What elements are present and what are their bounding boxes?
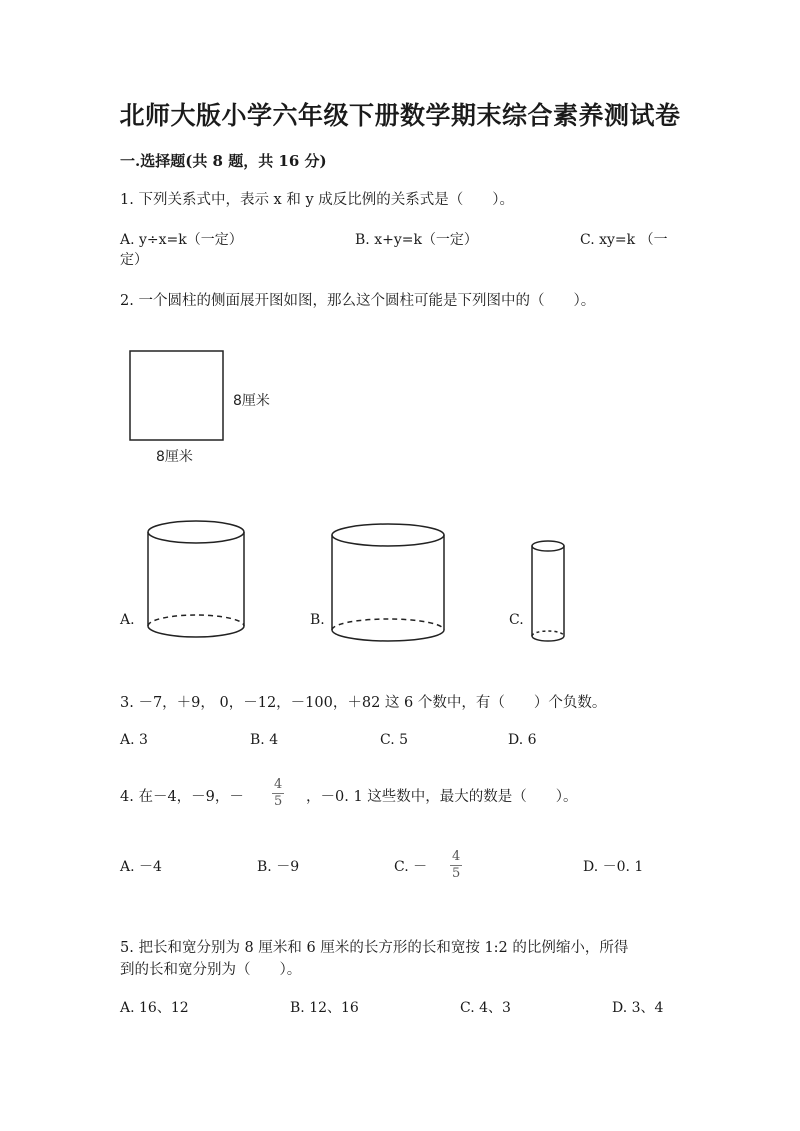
cylinder-b (332, 524, 444, 641)
question-4-stem-start: 4. 在－4，－9，－ (120, 789, 244, 805)
question-4-stem-end: ，－0. 1 这些数中，最大的数是（ ）。 (306, 789, 578, 805)
question-5-option-b: B. 12、16 (290, 1000, 359, 1016)
question-3-stem: 3. －7，＋9， 0，－12，－100，＋82 这 6 个数中，有（ ）个负数。 (120, 695, 607, 711)
fraction-numerator: 4 (450, 850, 462, 866)
question-1-option-c: C. xy=k （一 (580, 232, 668, 248)
question-4-option-c: C. － (394, 859, 428, 875)
fraction-numerator: 4 (272, 778, 284, 794)
square-bottom-label: 8厘米 (156, 449, 193, 465)
question-2-stem: 2. 一个圆柱的侧面展开图如图，那么这个圆柱可能是下列图中的（ ）。 (120, 293, 596, 309)
section-heading: 一.选择题(共 8 题，共 16 分) (120, 152, 327, 170)
question-3-option-b: B. 4 (250, 732, 279, 748)
question-1-option-c-wrap: 定） (120, 252, 148, 268)
cylinder-c (532, 541, 564, 641)
square-side-label: 8厘米 (233, 393, 270, 409)
question-5-stem-line2: 到的长和宽分别为（ ）。 (120, 962, 302, 978)
fraction-denominator: 5 (452, 866, 461, 882)
question-3-option-a: A. 3 (120, 732, 148, 748)
fraction-denominator: 5 (274, 794, 283, 810)
unfolded-square (130, 351, 223, 440)
question-5-option-d: D. 3、4 (612, 1000, 664, 1016)
question-5-stem-line1: 5. 把长和宽分别为 8 厘米和 6 厘米的长方形的长和宽按 1:2 的比例缩小，所得 (120, 940, 629, 956)
question-3-option-d: D. 6 (508, 732, 537, 748)
question-2-option-c: C. (509, 612, 524, 628)
question-4-option-d: D. －0. 1 (583, 859, 644, 875)
question-4-fraction (272, 778, 284, 810)
question-1-option-a: A. y÷x=k（一定） (120, 232, 243, 248)
question-1-stem: 1. 下列关系式中，表示 x 和 y 成反比例的关系式是（ ）。 (120, 192, 514, 208)
question-5-option-a: A. 16、12 (120, 1000, 189, 1016)
question-4-option-a: A. －4 (120, 859, 162, 875)
question-4-option-c-fraction (450, 850, 462, 882)
question-2-option-a: A. (120, 612, 135, 628)
question-5-option-c: C. 4、3 (460, 1000, 511, 1016)
question-2-option-b: B. (310, 612, 325, 628)
page-title: 北师大版小学六年级下册数学期末综合素养测试卷 (119, 101, 681, 130)
question-4-option-b: B. －9 (257, 859, 300, 875)
cylinder-a (148, 521, 244, 637)
question-3-option-c: C. 5 (380, 732, 409, 748)
question-1-option-b: B. x+y=k（一定） (355, 232, 478, 248)
